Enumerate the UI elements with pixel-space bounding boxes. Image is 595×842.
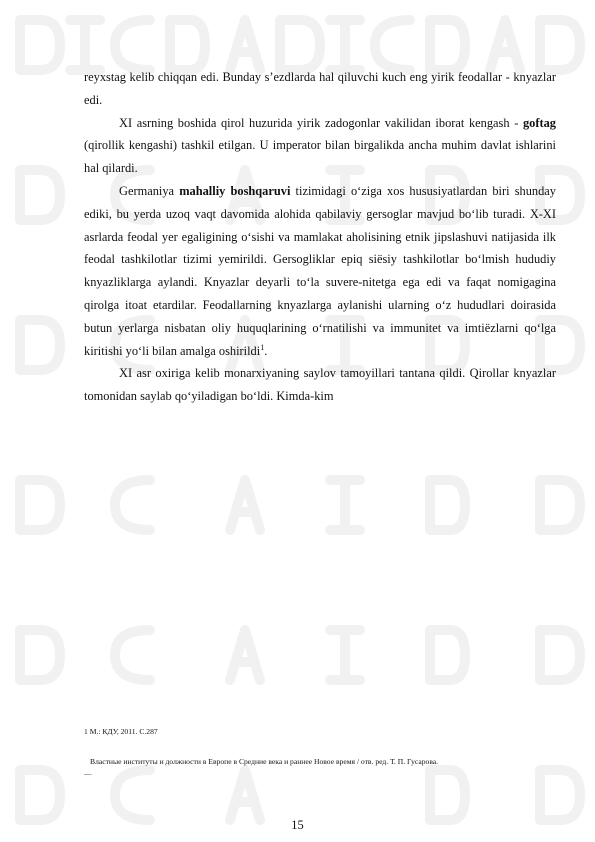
paragraph-1-text: reyxstag kelib chiqqan edi. Bunday s’ezdlarda hal qiluvchi kuch eng yirik feodallar - knyazlar edi. — [84, 70, 556, 107]
paragraph-3-text-start: Germaniya — [119, 183, 180, 198]
document-body — [84, 66, 556, 408]
footnote-reference[interactable]: 1 — [260, 342, 265, 352]
paragraph-2-bold-term: goftag — [522, 115, 556, 130]
footnote-dash: — — [84, 769, 92, 778]
footnote-line-2: Властные институты и должности в Европе в Средние века и раннее Новое время / отв. ред. Т. П. Гусарова. — [90, 757, 439, 766]
footnote — [84, 727, 556, 778]
paragraph-3-bold-term: mahalliy boshqaruvi — [179, 183, 291, 198]
paragraph-2 — [84, 112, 556, 180]
paragraph-2-text-start: XI asrning boshida qirol huzurida yirik zadogonlar vakilidan iborat kengash - — [119, 115, 523, 130]
paragraph-4 — [84, 362, 556, 408]
paragraph-1 — [84, 66, 556, 112]
paragraph-3-text-end: tizimidagi o‘ziga xos hususiyatlardan biri shunday ediki, bu yerda uzoq vaqt davomida alohida qabilaviy gersoglar mavjud bo‘lib turadi. X-XI asrlarda feodal yer egaligining o‘sishi va mamlakat aholisining etnik jipslashuvi natijasida ilk feodal tashkilotlar tizimi yemirildi. Gersogliklar epiq siёsiy tashkilotlar bo‘lmish hududiy knyazliklarga aylandi. Knyazlar deyarli to‘la suvere-nitetga ega edi va faqat nomigagina qirolga itoat etardilar. Feodallarning knyazlarga aylanishi ularning o‘z hududlari doirasida butun yerlarga nisbatan oliy huquqlarining o‘rnatilishi va immunitet va imtiёzlarni qo‘lga kiritishi yo‘li bilan amalga oshirildi — [84, 183, 556, 358]
paragraph-3 — [84, 180, 556, 362]
paragraph-4-text: XI asr oxiriga kelib monarxiyaning saylov tamoyillari tantana qildi. Qirollar knyazlar tomonidan saylab qo‘yiladigan bo‘ldi. Kimda-kim — [84, 366, 556, 404]
paragraph-2-text-end: (qirollik kengashi) tashkil etilgan. U imperator bilan birgalikda ancha muhim davlat ishlarini hal qilardi. — [84, 138, 556, 176]
footnote-line-1: 1 M.: КДУ, 2011. С.287 — [84, 727, 158, 736]
page-number: 15 — [291, 818, 304, 832]
paragraph-3-tail: . — [264, 343, 268, 358]
